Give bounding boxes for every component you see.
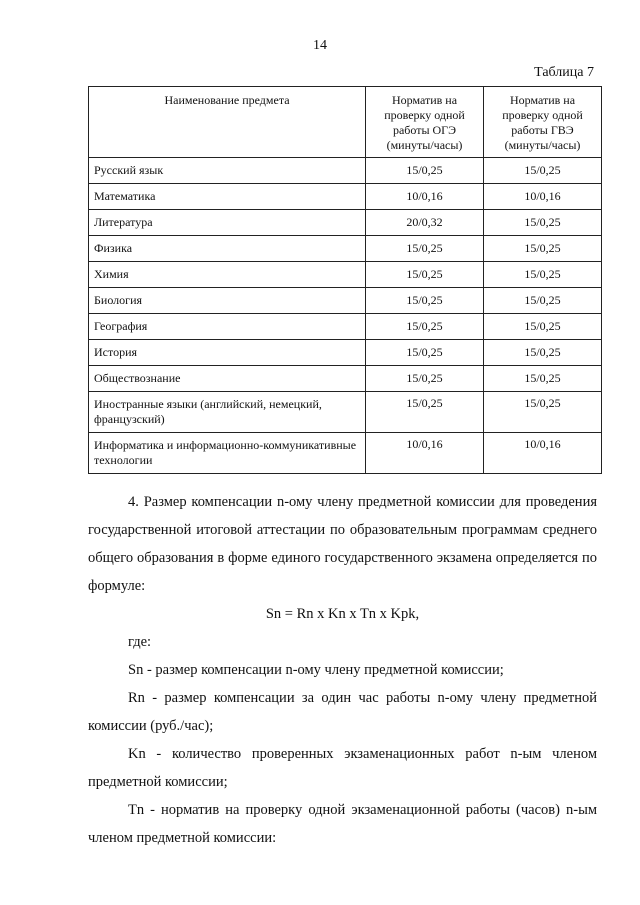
definition-sn: Sn - размер компенсации n-ому члену предметной комиссии; xyxy=(128,662,504,678)
table-header-row xyxy=(89,87,602,158)
subject-cell: Иностранные языки (английский, немецкий, французский) xyxy=(89,392,366,433)
definition-rn: Rn - размер компенсации за один час работы n-ому члену предметной комиссии (руб./час); xyxy=(88,690,597,734)
table-row xyxy=(89,288,602,314)
gve-norm-cell: 15/0,25 xyxy=(484,262,602,288)
definition-tn: Tn - норматив на проверку одной экзаменационной работы (часов) n-ым членом предметной комиссии: xyxy=(88,802,597,846)
gve-norm-cell: 15/0,25 xyxy=(484,210,602,236)
oge-norm-cell: 15/0,25 xyxy=(366,314,484,340)
subject-cell: Русский язык xyxy=(89,158,366,184)
page-number: 14 xyxy=(313,38,327,53)
table-row xyxy=(89,158,602,184)
table-row xyxy=(89,340,602,366)
oge-norm-cell: 15/0,25 xyxy=(366,262,484,288)
oge-norm-cell: 15/0,25 xyxy=(366,340,484,366)
gve-norm-cell: 15/0,25 xyxy=(484,392,602,433)
table-row xyxy=(89,314,602,340)
body-text xyxy=(88,488,597,852)
oge-norm-cell: 15/0,25 xyxy=(366,392,484,433)
gve-norm-cell: 15/0,25 xyxy=(484,158,602,184)
oge-norm-cell: 15/0,25 xyxy=(366,158,484,184)
norms-table xyxy=(88,86,602,474)
gve-norm-cell: 15/0,25 xyxy=(484,366,602,392)
table-row xyxy=(89,262,602,288)
subject-cell: Физика xyxy=(89,236,366,262)
gve-norm-cell: 10/0,16 xyxy=(484,184,602,210)
subject-cell: Химия xyxy=(89,262,366,288)
oge-norm-cell: 15/0,25 xyxy=(366,288,484,314)
subject-cell: Литература xyxy=(89,210,366,236)
gve-norm-cell: 10/0,16 xyxy=(484,433,602,474)
gve-norm-cell: 15/0,25 xyxy=(484,288,602,314)
gve-norm-cell: 15/0,25 xyxy=(484,340,602,366)
header-gve-norm: Норматив на проверку одной работы ГВЭ (минуты/часы) xyxy=(484,87,602,158)
table-row xyxy=(89,210,602,236)
table-row xyxy=(89,392,602,433)
subject-cell: Обществознание xyxy=(89,366,366,392)
subject-cell: Математика xyxy=(89,184,366,210)
compensation-formula: Sn = Rn x Kn x Tn x Kpk, xyxy=(265,606,420,622)
table-row xyxy=(89,433,602,474)
header-oge-norm: Норматив на проверку одной работы ОГЭ (минуты/часы) xyxy=(366,87,484,158)
gve-norm-cell: 15/0,25 xyxy=(484,236,602,262)
subject-cell: География xyxy=(89,314,366,340)
oge-norm-cell: 10/0,16 xyxy=(366,433,484,474)
subject-cell: История xyxy=(89,340,366,366)
oge-norm-cell: 15/0,25 xyxy=(366,236,484,262)
table-row xyxy=(89,184,602,210)
table-caption: Таблица 7 xyxy=(534,65,594,80)
subject-cell: Информатика и информационно-коммуникативные технологии xyxy=(89,433,366,474)
oge-norm-cell: 15/0,25 xyxy=(366,366,484,392)
oge-norm-cell: 10/0,16 xyxy=(366,184,484,210)
definition-kn: Kn - количество проверенных экзаменационных работ n-ым членом предметной комиссии; xyxy=(88,746,597,790)
subject-cell: Биология xyxy=(89,288,366,314)
table-row xyxy=(89,366,602,392)
paragraph-where: где: xyxy=(128,634,152,650)
table-row xyxy=(89,236,602,262)
header-subject: Наименование предмета xyxy=(89,87,366,158)
paragraph-compensation-intro: 4. Размер компенсации n-ому члену предметной комиссии для проведения государственной итоговой аттестации по образовательным программам среднего общего образования в форме единого государственного экзамена определяется по формуле: xyxy=(88,494,597,594)
oge-norm-cell: 20/0,32 xyxy=(366,210,484,236)
gve-norm-cell: 15/0,25 xyxy=(484,314,602,340)
